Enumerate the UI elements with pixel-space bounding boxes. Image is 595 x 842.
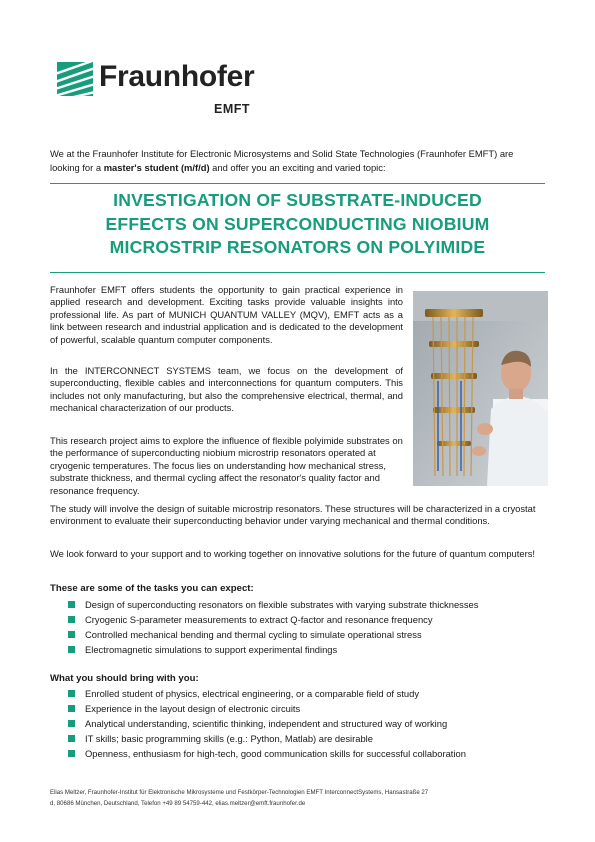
bullet-icon	[68, 690, 75, 697]
intro-after: and offer you an exciting and varied topic:	[209, 162, 386, 173]
bullet-icon	[68, 735, 75, 742]
tasks-heading: These are some of the tasks you can expect:	[50, 583, 254, 594]
intro-before: We at the Fraunhofer Institute for Electronic Microsystems and Solid State Technologies (Fraunhofer EMFT) are looking for a	[50, 148, 514, 173]
bullet-icon	[68, 616, 75, 623]
researcher-cryostat-photo	[413, 291, 548, 486]
bullet-icon	[68, 705, 75, 712]
paragraph-2: In the INTERCONNECT SYSTEMS team, we focus on the development of superconducting, flexible cables and interconnections for quantum computers. This includes not only manufacturing, but also the comprehensive electrical, thermal, and mechanical characterization of our products.	[50, 365, 403, 414]
task-text: Cryogenic S-parameter measurements to extract Q-factor and resonance frequency	[85, 614, 433, 626]
page-title	[50, 189, 545, 260]
list-item	[50, 746, 550, 761]
requirement-text: Openness, enthusiasm for high-tech, good communication skills for successful collaboration	[85, 748, 466, 760]
footer-line-2: d, 80686 München, Deutschland, Telefon +49 89 54759-442, elias.meltzer@emft.fraunhofer.de	[50, 799, 306, 807]
requirements-list	[50, 686, 550, 761]
tasks-list	[50, 597, 550, 657]
requirement-text: Experience in the layout design of electronic circuits	[85, 703, 301, 715]
list-item	[50, 716, 550, 731]
fraunhofer-logo	[57, 60, 287, 122]
paragraph-4: The study will involve the design of suitable microstrip resonators. These structures will be characterized in a cryostat environment to evaluate their superconducting behavior under varying mechanical and thermal conditions.	[50, 503, 536, 527]
title-line-1: INVESTIGATION OF SUBSTRATE-INDUCED	[113, 190, 482, 210]
title-line-2: EFFECTS ON SUPERCONDUCTING NIOBIUM	[105, 213, 490, 234]
footer-line-1: Elias Meltzer, Fraunhofer-Institut für Elektronische Mikrosysteme und Festkörper-Technologien EMFT InterconnectSystems, Hansastraße 27	[50, 789, 429, 796]
list-item	[50, 701, 550, 716]
list-item	[50, 731, 550, 746]
intro-text	[50, 147, 545, 175]
paragraph-3: This research project aims to explore the influence of flexible polyimide substrates on the performance of superconducting niobium microstrip resonators operated at cryogenic temperatures. The focus lies on understanding how mechanical stress, substrate thickness, and thermal cycling affect the resonator's quality factor and resonance frequency.	[50, 435, 403, 496]
paragraph-1: Fraunhofer EMFT offers students the opportunity to gain practical experience in applied research and development. Exciting tasks provide valuable insights into professional life. As part of MUNICH QUANTUM VALLEY (MQV), EMFT acts as a link between research and industrial application and is dedicated to the development of powerful, scalable quantum computer components.	[50, 284, 403, 345]
paragraph-5: We look forward to your support and to working together on innovative solutions for the future of quantum computers!	[50, 548, 535, 559]
requirement-text: Enrolled student of physics, electrical engineering, or a comparable field of study	[85, 688, 420, 699]
task-text: Design of superconducting resonators on flexible substrates with varying substrate thicknesses	[85, 599, 479, 610]
list-item	[50, 686, 550, 701]
requirement-text: Analytical understanding, scientific thinking, independent and structured way of working	[85, 718, 448, 730]
contact-footer	[50, 788, 550, 809]
list-item	[50, 642, 550, 657]
bullet-icon	[68, 720, 75, 727]
bullet-icon	[68, 601, 75, 608]
top-divider	[50, 183, 545, 184]
logo-unit: EMFT	[214, 102, 251, 116]
title-line-3: MICROSTRIP RESONATORS ON POLYIMIDE	[109, 237, 486, 257]
list-item	[50, 627, 550, 642]
bullet-icon	[68, 750, 75, 757]
bullet-icon	[68, 631, 75, 638]
title-divider	[50, 272, 545, 273]
intro-position: master's student (m/f/d)	[103, 162, 210, 173]
fraunhofer-stripes-icon	[57, 62, 93, 96]
task-text: Controlled mechanical bending and thermal cycling to simulate operational stress	[85, 629, 422, 641]
task-text: Electromagnetic simulations to support experimental findings	[85, 644, 338, 656]
bullet-icon	[68, 646, 75, 653]
logo-wordmark: Fraunhofer	[99, 60, 255, 93]
list-item	[50, 612, 550, 627]
requirement-text: IT skills; basic programming skills (e.g.: Python, Matlab) are desirable	[85, 733, 373, 745]
list-item	[50, 597, 550, 612]
requirements-heading: What you should bring with you:	[50, 673, 199, 684]
